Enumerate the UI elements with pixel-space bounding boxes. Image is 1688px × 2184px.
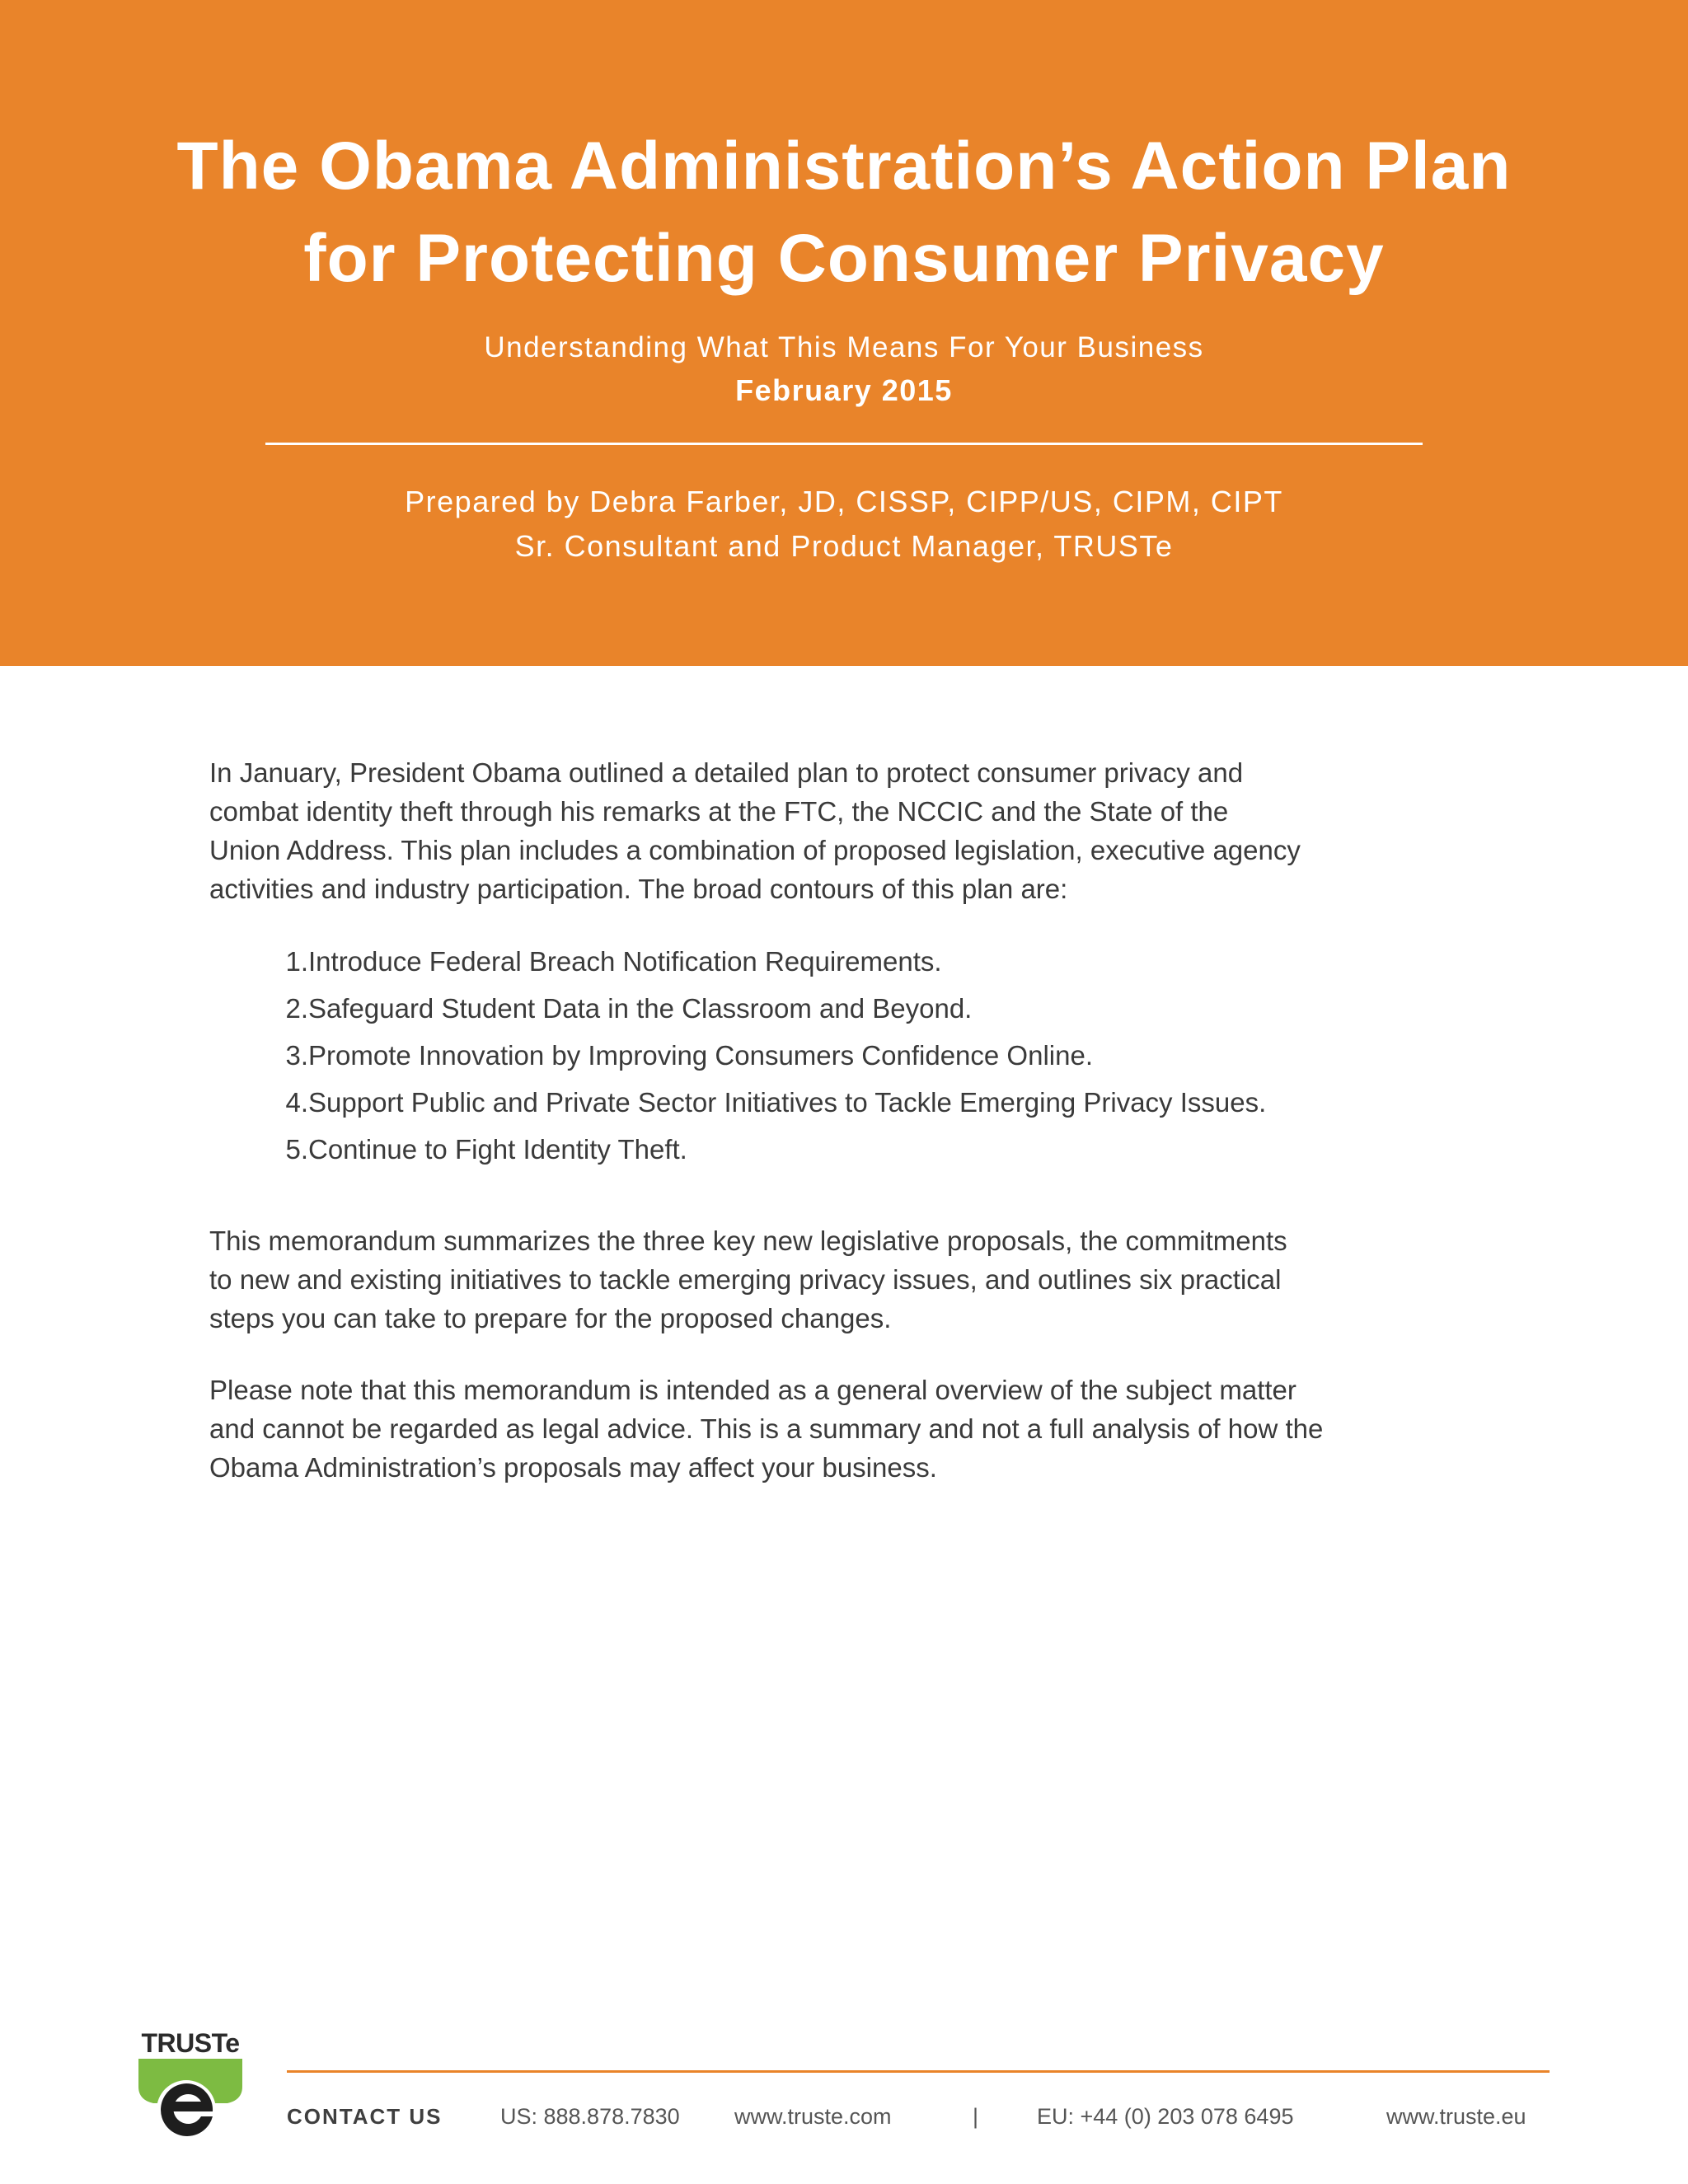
document-title — [0, 120, 1688, 305]
memo-line: steps you can take to prepare for the proposed changes. — [209, 1303, 892, 1333]
memo-line: This memorandum summarizes the three key new legislative proposals, the commitments — [209, 1226, 1287, 1256]
list-item-text: Continue to Fight Identity Theft. — [308, 1134, 687, 1165]
intro-line: Union Address. This plan includes a combination of proposed legislation, executive agency — [209, 835, 1301, 865]
logo-wordmark: TRUSTe — [141, 2028, 240, 2058]
eu-phone: EU: +44 (0) 203 078 6495 — [1037, 2104, 1294, 2129]
header-banner — [0, 0, 1688, 666]
author-title: Sr. Consultant and Product Manager, TRUSTe — [514, 529, 1174, 563]
list-item-text: Support Public and Private Sector Initiatives to Tackle Emerging Privacy Issues. — [308, 1087, 1267, 1118]
truste-seal-icon — [137, 2059, 244, 2144]
list-item — [247, 1032, 1484, 1079]
contact-us-label: CONTACT US — [287, 2104, 443, 2129]
author-block — [0, 480, 1688, 569]
memo-line: to new and existing initiatives to tackle emerging privacy issues, and outlines six practical — [209, 1264, 1282, 1295]
eu-website-link[interactable]: www.truste.eu — [1386, 2104, 1526, 2129]
list-item-text: Safeguard Student Data in the Classroom and Beyond. — [308, 993, 973, 1024]
intro-paragraph — [209, 753, 1495, 908]
title-line-2: for Protecting Consumer Privacy — [303, 221, 1385, 296]
document-subtitle: Understanding What This Means For Your Business — [484, 331, 1204, 363]
footer-separator: | — [973, 2104, 979, 2129]
list-item-text: Introduce Federal Breach Notification Requirements. — [308, 946, 942, 977]
list-item — [247, 1079, 1484, 1126]
disclaimer-paragraph — [209, 1371, 1495, 1487]
list-item — [247, 985, 1484, 1032]
intro-line: In January, President Obama outlined a detailed plan to protect consumer privacy and — [209, 757, 1244, 788]
intro-line: combat identity theft through his remarks at the FTC, the NCCIC and the State of the — [209, 796, 1229, 827]
list-item-number: 4. — [285, 1087, 308, 1118]
plan-list — [247, 938, 1484, 1173]
document-date: February 2015 — [735, 373, 953, 407]
disclaimer-line: and cannot be regarded as legal advice. This is a summary and not a full analysis of how the — [209, 1413, 1324, 1444]
author-name: Prepared by Debra Farber, JD, CISSP, CIPP/US, CIPM, CIPT — [405, 485, 1283, 518]
disclaimer-line: Obama Administration’s proposals may affect your business. — [209, 1452, 937, 1483]
intro-line: activities and industry participation. The broad contours of this plan are: — [209, 874, 1068, 904]
list-item-number: 1. — [285, 946, 308, 977]
disclaimer-line: Please note that this memorandum is intended as a general overview of the subject matter — [209, 1375, 1296, 1405]
footer-divider — [287, 2070, 1550, 2073]
list-item-number: 5. — [285, 1134, 308, 1165]
title-line-1: The Obama Administration’s Action Plan — [176, 129, 1512, 204]
memo-paragraph — [209, 1221, 1495, 1338]
list-item-number: 2. — [285, 993, 308, 1024]
truste-logo — [137, 2029, 244, 2144]
us-phone: US: 888.878.7830 — [500, 2104, 680, 2129]
header-divider — [265, 443, 1423, 445]
list-item-text: Promote Innovation by Improving Consumers Confidence Online. — [308, 1040, 1093, 1071]
us-website-link[interactable]: www.truste.com — [734, 2104, 892, 2129]
list-item-number: 3. — [285, 1040, 308, 1071]
list-item — [247, 1126, 1484, 1173]
list-item — [247, 938, 1484, 985]
